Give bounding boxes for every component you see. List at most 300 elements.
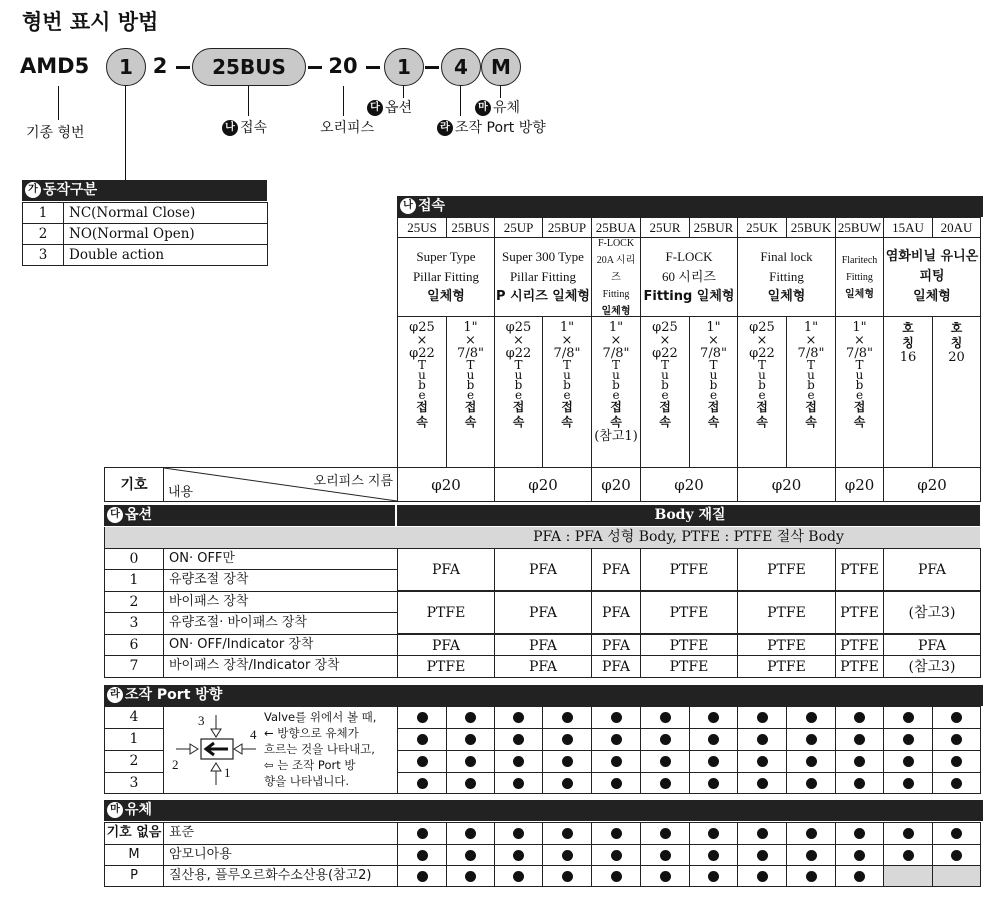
option-value: PFA xyxy=(883,634,981,656)
fluid-availability-cell xyxy=(640,844,690,866)
badge-ra: 라 xyxy=(107,687,123,703)
port-availability-cell xyxy=(883,772,933,794)
port-availability-cell xyxy=(932,772,981,794)
availability-dot-icon xyxy=(806,756,817,767)
option-value: PTFE xyxy=(640,591,738,634)
fluid-availability-cell xyxy=(591,822,641,845)
port-code: 2 xyxy=(104,750,164,773)
option-code: 0 xyxy=(104,548,164,570)
port-availability-cell xyxy=(640,706,690,729)
availability-dot-icon xyxy=(708,850,719,861)
connection-group xyxy=(883,237,981,317)
availability-dot-icon xyxy=(806,712,817,723)
option-value: PTFE xyxy=(835,548,884,591)
connection-size xyxy=(786,316,836,468)
option-desc: 바이패스 장착/Indicator 장착 xyxy=(163,655,398,678)
connection-size-text: 호 칭 16 xyxy=(899,321,917,365)
port-availability-cell xyxy=(397,772,447,794)
connection-size xyxy=(542,316,592,468)
port-diagram-number: 4 xyxy=(250,727,257,742)
leader-line xyxy=(343,86,344,116)
connection-group-line: 일체형 xyxy=(845,288,874,300)
port-diagram-number: 3 xyxy=(198,713,205,728)
connection-size xyxy=(640,316,690,468)
orifice-value: φ20 xyxy=(737,467,836,502)
action-desc: NO(Normal Open) xyxy=(64,224,268,245)
availability-dot-icon xyxy=(562,712,573,723)
action-table xyxy=(22,202,268,266)
port-availability-cell xyxy=(835,750,884,773)
leader-line xyxy=(460,86,461,116)
availability-dot-icon xyxy=(562,828,573,839)
table-row xyxy=(23,203,268,224)
availability-dot-icon xyxy=(757,712,768,723)
connection-group-line: 일체형 xyxy=(427,289,465,304)
label-option: 다 옵션 xyxy=(367,97,412,117)
fluid-availability-cell xyxy=(689,844,738,866)
availability-dot-icon xyxy=(417,734,428,745)
port-availability-cell xyxy=(640,728,690,751)
connection-code: 25BUS xyxy=(446,217,495,238)
fluid-desc: 질산용, 플루오르화수소산용(참고2) xyxy=(163,865,398,887)
port-availability-cell xyxy=(397,728,447,751)
label-connection: 나 접속 xyxy=(222,117,267,137)
badge-ma: 마 xyxy=(107,802,123,818)
connection-code: 25BUK xyxy=(786,217,836,238)
fluid-availability-cell xyxy=(446,822,495,845)
label-fluid: 마 유체 xyxy=(475,97,520,117)
availability-dot-icon xyxy=(757,828,768,839)
availability-dot-icon xyxy=(513,734,524,745)
port-availability-cell xyxy=(786,706,836,729)
availability-dot-icon xyxy=(417,850,428,861)
badge-na: 나 xyxy=(400,198,416,214)
connection-group-line: 60 시리즈 xyxy=(662,269,716,284)
availability-dot-icon xyxy=(903,712,914,723)
option-value: (참고3) xyxy=(883,655,981,678)
action-desc: Double action xyxy=(64,245,268,266)
option-value: PFA xyxy=(494,655,592,678)
option-desc: 바이패스 장착 xyxy=(163,591,398,613)
option-value: PTFE xyxy=(737,655,836,678)
fluid-availability-cell xyxy=(446,844,495,866)
port-code: 4 xyxy=(104,706,164,729)
availability-dot-icon xyxy=(465,734,476,745)
option-value: PTFE xyxy=(835,634,884,656)
code-orifice: 20 xyxy=(328,54,358,78)
fluid-availability-cell xyxy=(835,844,884,866)
availability-dot-icon xyxy=(757,871,768,882)
connection-group-line: 일체형 xyxy=(767,289,806,304)
port-availability-cell xyxy=(883,750,933,773)
availability-dot-icon xyxy=(465,778,476,789)
code-dash xyxy=(176,66,190,69)
option-value: (참고3) xyxy=(883,591,981,634)
connection-group-line: Flaritech xyxy=(841,254,878,266)
connection-group-line: Super Type xyxy=(416,249,476,264)
fluid-code: 기호 없음 xyxy=(104,822,164,845)
port-availability-cell xyxy=(932,706,981,729)
port-description-line: ← 방향으로 유체가 xyxy=(264,726,359,740)
availability-dot-icon xyxy=(951,828,962,839)
port-availability-cell xyxy=(689,728,738,751)
connection-code: 25BUW xyxy=(835,217,884,238)
availability-dot-icon xyxy=(611,734,622,745)
availability-dot-icon xyxy=(417,778,428,789)
port-diagram-number: 2 xyxy=(172,757,179,772)
availability-dot-icon xyxy=(417,756,428,767)
orifice-value: φ20 xyxy=(494,467,592,502)
action-code: 3 xyxy=(23,245,64,266)
fluid-availability-cell xyxy=(591,844,641,866)
fluid-availability-cell xyxy=(591,865,641,887)
table-row xyxy=(23,245,268,266)
port-availability-cell xyxy=(446,750,495,773)
option-value: PFA xyxy=(397,634,495,656)
fluid-availability-cell xyxy=(786,844,836,866)
port-availability-cell xyxy=(932,750,981,773)
option-value: PTFE xyxy=(835,591,884,634)
code-fluid: M xyxy=(481,48,521,86)
connection-header: 나 접속 xyxy=(397,196,983,217)
port-availability-cell xyxy=(591,772,641,794)
fluid-availability-cell xyxy=(689,865,738,887)
option-value: PTFE xyxy=(397,591,495,634)
availability-dot-icon xyxy=(757,778,768,789)
leader-line xyxy=(248,86,249,116)
connection-size-text: φ25 × φ22 T u b e 접 속 xyxy=(505,320,532,429)
connection-size xyxy=(494,316,543,468)
fluid-availability-cell xyxy=(542,844,592,866)
availability-dot-icon xyxy=(854,734,865,745)
availability-dot-icon xyxy=(660,712,671,723)
connection-group-line: 일체형 xyxy=(913,289,951,304)
option-value: PFA xyxy=(591,591,641,634)
connection-group xyxy=(591,237,641,317)
table-row xyxy=(23,224,268,245)
port-availability-cell xyxy=(494,728,543,751)
availability-dot-icon xyxy=(708,756,719,767)
connection-code: 25UP xyxy=(494,217,543,238)
availability-dot-icon xyxy=(562,734,573,745)
availability-dot-icon xyxy=(708,828,719,839)
fluid-availability-cell xyxy=(737,844,787,866)
code-port: 4 xyxy=(441,48,481,86)
port-header: 라 조작 Port 방향 xyxy=(104,685,983,706)
code-digit: 2 xyxy=(152,54,168,78)
availability-dot-icon xyxy=(903,734,914,745)
port-availability-cell xyxy=(542,706,592,729)
port-availability-cell xyxy=(542,772,592,794)
option-value: PTFE xyxy=(640,548,738,591)
availability-dot-icon xyxy=(854,756,865,767)
fluid-availability-cell xyxy=(446,865,495,887)
port-availability-cell xyxy=(494,772,543,794)
port-description xyxy=(264,709,376,789)
connection-code: 15AU xyxy=(883,217,933,238)
availability-dot-icon xyxy=(660,756,671,767)
connection-code: 25UR xyxy=(640,217,690,238)
port-availability-cell xyxy=(689,772,738,794)
option-value: PFA xyxy=(591,548,641,591)
body-material-note: PFA : PFA 성형 Body, PTFE : PTFE 절삭 Body xyxy=(397,527,980,548)
port-availability-cell xyxy=(397,750,447,773)
connection-size xyxy=(446,316,495,468)
action-desc: NC(Normal Close) xyxy=(64,203,268,224)
connection-size-text: 호 칭 20 xyxy=(948,321,965,365)
availability-dot-icon xyxy=(806,871,817,882)
page-title: 형번 표시 방법 xyxy=(22,10,159,34)
connection-group-line: 염화비닐 유니온 xyxy=(885,249,979,264)
fluid-availability-cell xyxy=(542,822,592,845)
badge-ga: 가 xyxy=(25,182,41,198)
availability-dot-icon xyxy=(708,778,719,789)
fluid-availability-cell xyxy=(397,865,447,887)
port-availability-cell xyxy=(737,728,787,751)
fluid-desc: 표준 xyxy=(163,822,398,845)
option-desc: ON· OFF만 xyxy=(163,548,398,570)
connection-group xyxy=(494,237,592,317)
connection-size xyxy=(689,316,738,468)
connection-group-line: Pillar Fitting xyxy=(509,269,577,284)
connection-code: 25BUP xyxy=(542,217,592,238)
fluid-code: P xyxy=(104,865,164,887)
orifice-diameter-label: 오리피스 지름 xyxy=(313,474,393,489)
port-availability-cell xyxy=(835,772,884,794)
port-description-line: 흐르는 것을 나타내고, xyxy=(264,742,375,756)
fluid-availability-cell xyxy=(494,865,543,887)
availability-dot-icon xyxy=(465,871,476,882)
availability-dot-icon xyxy=(513,850,524,861)
port-availability-cell xyxy=(737,706,787,729)
availability-dot-icon xyxy=(465,756,476,767)
connection-size-text: 1" × 7/8" T u b e 접 속 (참고1) xyxy=(594,320,638,444)
availability-dot-icon xyxy=(417,871,428,882)
port-availability-cell xyxy=(494,750,543,773)
label-orifice: 오리피스 xyxy=(320,120,375,136)
availability-dot-icon xyxy=(854,778,865,789)
port-code: 3 xyxy=(104,772,164,794)
fluid-availability-cell xyxy=(883,822,933,845)
fluid-availability-cell xyxy=(883,865,933,887)
availability-dot-icon xyxy=(757,756,768,767)
availability-dot-icon xyxy=(660,778,671,789)
fluid-availability-cell xyxy=(835,822,884,845)
availability-dot-icon xyxy=(806,828,817,839)
port-availability-cell xyxy=(446,772,495,794)
option-gray-bar xyxy=(104,527,398,548)
availability-dot-icon xyxy=(708,871,719,882)
connection-size xyxy=(591,316,641,468)
orifice-value: φ20 xyxy=(397,467,495,502)
fluid-availability-cell xyxy=(640,822,690,845)
port-availability-cell xyxy=(786,728,836,751)
connection-code: 25US xyxy=(397,217,447,238)
option-value: PFA xyxy=(591,634,641,656)
port-diagram-cell xyxy=(163,706,398,794)
connection-size xyxy=(397,316,447,468)
label-port: 라 조작 Port 방향 xyxy=(437,117,546,137)
availability-dot-icon xyxy=(562,850,573,861)
fluid-availability-cell xyxy=(786,865,836,887)
connection-size-text: 1" × 7/8" T u b e 접 속 xyxy=(553,320,581,429)
code-dash xyxy=(366,66,380,69)
connection-group-line: F-LOCK xyxy=(665,249,713,264)
orifice-content-label: 내용 xyxy=(168,485,194,500)
badge-na: 나 xyxy=(222,120,238,136)
port-availability-cell xyxy=(591,750,641,773)
availability-dot-icon xyxy=(611,828,622,839)
option-value: PFA xyxy=(397,548,495,591)
connection-size-text: 1" × 7/8" T u b e 접 속 xyxy=(797,320,825,429)
availability-dot-icon xyxy=(513,756,524,767)
availability-dot-icon xyxy=(660,828,671,839)
code-option: 1 xyxy=(384,48,424,86)
code-connection: 25BUS xyxy=(192,48,306,86)
availability-dot-icon xyxy=(903,778,914,789)
availability-dot-icon xyxy=(854,871,865,882)
option-value: PFA xyxy=(494,634,592,656)
orifice-code-label: 기호 xyxy=(104,467,164,502)
availability-dot-icon xyxy=(757,734,768,745)
option-value: PTFE xyxy=(737,548,836,591)
option-value: PFA xyxy=(494,591,592,634)
availability-dot-icon xyxy=(903,756,914,767)
availability-dot-icon xyxy=(513,828,524,839)
availability-dot-icon xyxy=(611,871,622,882)
badge-da: 다 xyxy=(367,100,383,116)
availability-dot-icon xyxy=(611,850,622,861)
port-availability-cell xyxy=(640,772,690,794)
option-value: PTFE xyxy=(737,634,836,656)
badge-da: 다 xyxy=(107,507,123,523)
availability-dot-icon xyxy=(903,828,914,839)
port-availability-cell xyxy=(883,728,933,751)
option-value: PFA xyxy=(883,548,981,591)
option-code: 1 xyxy=(104,569,164,592)
port-availability-cell xyxy=(737,750,787,773)
connection-group-line: Fitting xyxy=(846,271,873,283)
port-availability-cell xyxy=(932,728,981,751)
port-availability-cell xyxy=(494,706,543,729)
connection-code: 25BUA xyxy=(591,217,641,238)
orifice-value: φ20 xyxy=(591,467,641,502)
fluid-availability-cell xyxy=(397,822,447,845)
availability-dot-icon xyxy=(465,828,476,839)
connection-group-line: Final lock xyxy=(760,249,813,264)
connection-group-line: 20A 시리즈 xyxy=(596,254,636,283)
connection-group xyxy=(640,237,738,317)
availability-dot-icon xyxy=(611,778,622,789)
option-code: 2 xyxy=(104,591,164,613)
action-code: 2 xyxy=(23,224,64,245)
option-value: PTFE xyxy=(737,591,836,634)
fluid-availability-cell xyxy=(494,844,543,866)
leader-line xyxy=(125,86,126,180)
availability-dot-icon xyxy=(660,871,671,882)
fluid-desc: 암모니아용 xyxy=(163,844,398,866)
option-value: PFA xyxy=(591,655,641,678)
availability-dot-icon xyxy=(951,756,962,767)
action-header: 가 동작구분 xyxy=(22,180,267,201)
availability-dot-icon xyxy=(903,850,914,861)
fluid-availability-cell xyxy=(932,822,981,845)
connection-group xyxy=(835,237,884,317)
port-availability-cell xyxy=(737,772,787,794)
code-action: 1 xyxy=(106,48,146,86)
availability-dot-icon xyxy=(562,871,573,882)
connection-size-text: φ25 × φ22 T u b e 접 속 xyxy=(749,320,775,429)
port-availability-cell xyxy=(591,728,641,751)
availability-dot-icon xyxy=(513,712,524,723)
orifice-value: φ20 xyxy=(640,467,738,502)
orifice-diagonal-cell xyxy=(163,467,398,502)
port-availability-cell xyxy=(397,706,447,729)
availability-dot-icon xyxy=(708,734,719,745)
availability-dot-icon xyxy=(854,712,865,723)
fluid-code: M xyxy=(104,844,164,866)
option-code: 7 xyxy=(104,655,164,678)
connection-size-text: 1" × 7/8" T u b e 접 속 xyxy=(846,320,873,429)
fluid-availability-cell xyxy=(932,844,981,866)
availability-dot-icon xyxy=(806,850,817,861)
port-availability-cell xyxy=(542,750,592,773)
connection-group xyxy=(397,237,495,317)
availability-dot-icon xyxy=(562,778,573,789)
availability-dot-icon xyxy=(951,734,962,745)
option-value: PTFE xyxy=(640,634,738,656)
availability-dot-icon xyxy=(465,850,476,861)
connection-size xyxy=(883,316,933,468)
badge-ra: 라 xyxy=(437,120,453,136)
orifice-value: φ20 xyxy=(883,467,981,502)
leader-line xyxy=(58,86,59,120)
connection-group-line: P 시리즈 일체형 xyxy=(496,289,590,304)
fluid-availability-cell xyxy=(640,865,690,887)
fluid-availability-cell xyxy=(786,822,836,845)
port-availability-cell xyxy=(883,706,933,729)
port-availability-cell xyxy=(446,706,495,729)
connection-group-line: Super 300 Type xyxy=(502,249,584,264)
port-description-line: Valve를 위에서 볼 때, xyxy=(264,710,377,724)
availability-dot-icon xyxy=(951,712,962,723)
connection-code: 25UK xyxy=(737,217,787,238)
port-diagram-number: 1 xyxy=(224,765,231,780)
fluid-availability-cell xyxy=(835,865,884,887)
availability-dot-icon xyxy=(854,828,865,839)
code-dash xyxy=(425,66,439,69)
availability-dot-icon xyxy=(951,778,962,789)
port-description-line: ⇦ 는 조작 Port 방 xyxy=(264,758,356,772)
port-availability-cell xyxy=(786,750,836,773)
connection-group-line: Fitting xyxy=(602,288,630,300)
option-header: 다 옵션 xyxy=(104,505,395,526)
badge-ma: 마 xyxy=(475,100,491,116)
availability-dot-icon xyxy=(806,778,817,789)
port-availability-cell xyxy=(835,728,884,751)
port-availability-cell xyxy=(640,750,690,773)
availability-dot-icon xyxy=(951,850,962,861)
connection-group-line: 일체형 xyxy=(601,305,631,317)
port-availability-cell xyxy=(689,706,738,729)
fluid-availability-cell xyxy=(932,865,981,887)
connection-size-text: 1" × 7/8" T u b e 접 속 xyxy=(457,320,484,429)
action-code: 1 xyxy=(23,203,64,224)
port-availability-cell xyxy=(835,706,884,729)
fluid-availability-cell xyxy=(883,844,933,866)
fluid-availability-cell xyxy=(542,865,592,887)
option-value: PTFE xyxy=(640,655,738,678)
